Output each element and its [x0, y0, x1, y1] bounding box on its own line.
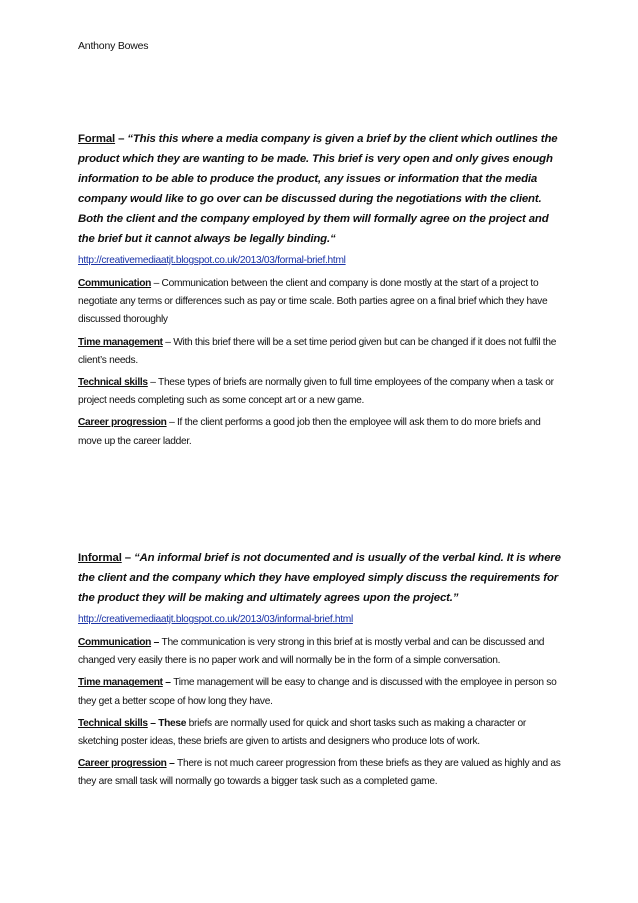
- informal-communication-sep: –: [151, 637, 162, 648]
- formal-communication: [78, 275, 566, 330]
- formal-brief-section: [78, 129, 566, 455]
- informal-communication-term: Communication: [78, 637, 152, 648]
- informal-term: Informal: [78, 552, 122, 564]
- informal-definition: [78, 548, 566, 608]
- informal-time-management-text: Time management will be easy to change and is discussed with the employee in person so they get a better scope of how long they have.: [78, 677, 557, 707]
- informal-definition-text: “An informal brief is not documented and is usually of the verbal kind. It is where the client and the company which they have employed simply discuss the requirements for the product they will be making and ultimately agrees upon the project.”: [78, 552, 561, 604]
- informal-technical-skills-term: Technical skills: [78, 717, 148, 729]
- formal-communication-text: Communication between the client and company is done mostly at the start of a project to negotiate any terms or differences such as pay or time scale. Both parties agree on a final brief which they have discussed thoroughly: [78, 278, 548, 326]
- informal-communication-text: The communication is very strong in this brief at is mostly verbal and can be discussed and changed very easily there is no paper work and will normally be in the form of a simple conversation.: [78, 637, 545, 667]
- formal-time-management-sep: –: [162, 336, 174, 348]
- formal-communication-sep: –: [151, 278, 162, 289]
- formal-time-management-term: Time management: [78, 336, 163, 348]
- informal-communication: [78, 634, 566, 670]
- informal-technical-skills-lead: These: [158, 717, 187, 729]
- formal-technical-skills-sep: –: [147, 377, 159, 389]
- formal-career-progression-text: If the client performs a good job then the employee will ask them to do more briefs and move up the career ladder.: [78, 417, 541, 447]
- informal-career-progression-sep: –: [166, 758, 178, 770]
- formal-term: Formal: [78, 133, 116, 145]
- formal-source-link[interactable]: http://creativemediaatjt.blogspot.co.uk/2013/03/formal-brief.html: [78, 255, 346, 266]
- formal-career-progression-term: Career progression: [78, 417, 167, 429]
- formal-technical-skills-text: These types of briefs are normally given to full time employees of the company when a task or project needs completing such as some concept art or a new game.: [78, 377, 554, 407]
- informal-time-management-sep: –: [162, 677, 174, 689]
- informal-technical-skills-text: briefs are normally used for quick and short tasks such as making a character or sketching poster ideas, these briefs are given to artists and designers who produce lots of work.: [78, 717, 526, 748]
- formal-definition: [78, 129, 566, 249]
- formal-technical-skills-term: Technical skills: [78, 377, 148, 389]
- informal-technical-skills-sep: –: [147, 717, 159, 729]
- informal-brief-section: [78, 548, 566, 796]
- informal-time-management: [78, 674, 566, 710]
- formal-technical-skills: [78, 374, 566, 410]
- informal-career-progression-term: Career progression: [78, 758, 167, 770]
- formal-time-management-text: With this brief there will be a set time period given but can be changed if it does not fulfil the client’s needs.: [78, 336, 557, 366]
- informal-time-management-term: Time management: [78, 677, 163, 689]
- informal-source-link[interactable]: http://creativemediaatjt.blogspot.co.uk/2013/03/informal-brief.html: [78, 614, 353, 625]
- informal-dash: –: [121, 552, 134, 564]
- formal-dash: –: [115, 133, 128, 145]
- formal-time-management: [78, 334, 566, 370]
- informal-career-progression-text: There is not much career progression from these briefs as they are valued as highly and as they are small task will normally go towards a bigger task such as a completed game.: [78, 758, 561, 788]
- formal-communication-term: Communication: [78, 278, 152, 289]
- informal-technical-skills: [78, 715, 566, 751]
- formal-definition-text: “This this where a media company is given a brief by the client which outlines the product which they are wanting to be made. This brief is very open and only gives enough information to be able to produce the product, any issues or information that the media company would like to go over can be discussed during the negotiations with the client. Both the client and the company employed by them will formally agree on the project and the brief but it cannot always be legally binding.“: [78, 133, 558, 245]
- formal-career-progression-sep: –: [166, 417, 178, 429]
- informal-career-progression: [78, 755, 566, 791]
- formal-career-progression: [78, 414, 566, 450]
- author-header: Anthony Bowes: [78, 40, 149, 52]
